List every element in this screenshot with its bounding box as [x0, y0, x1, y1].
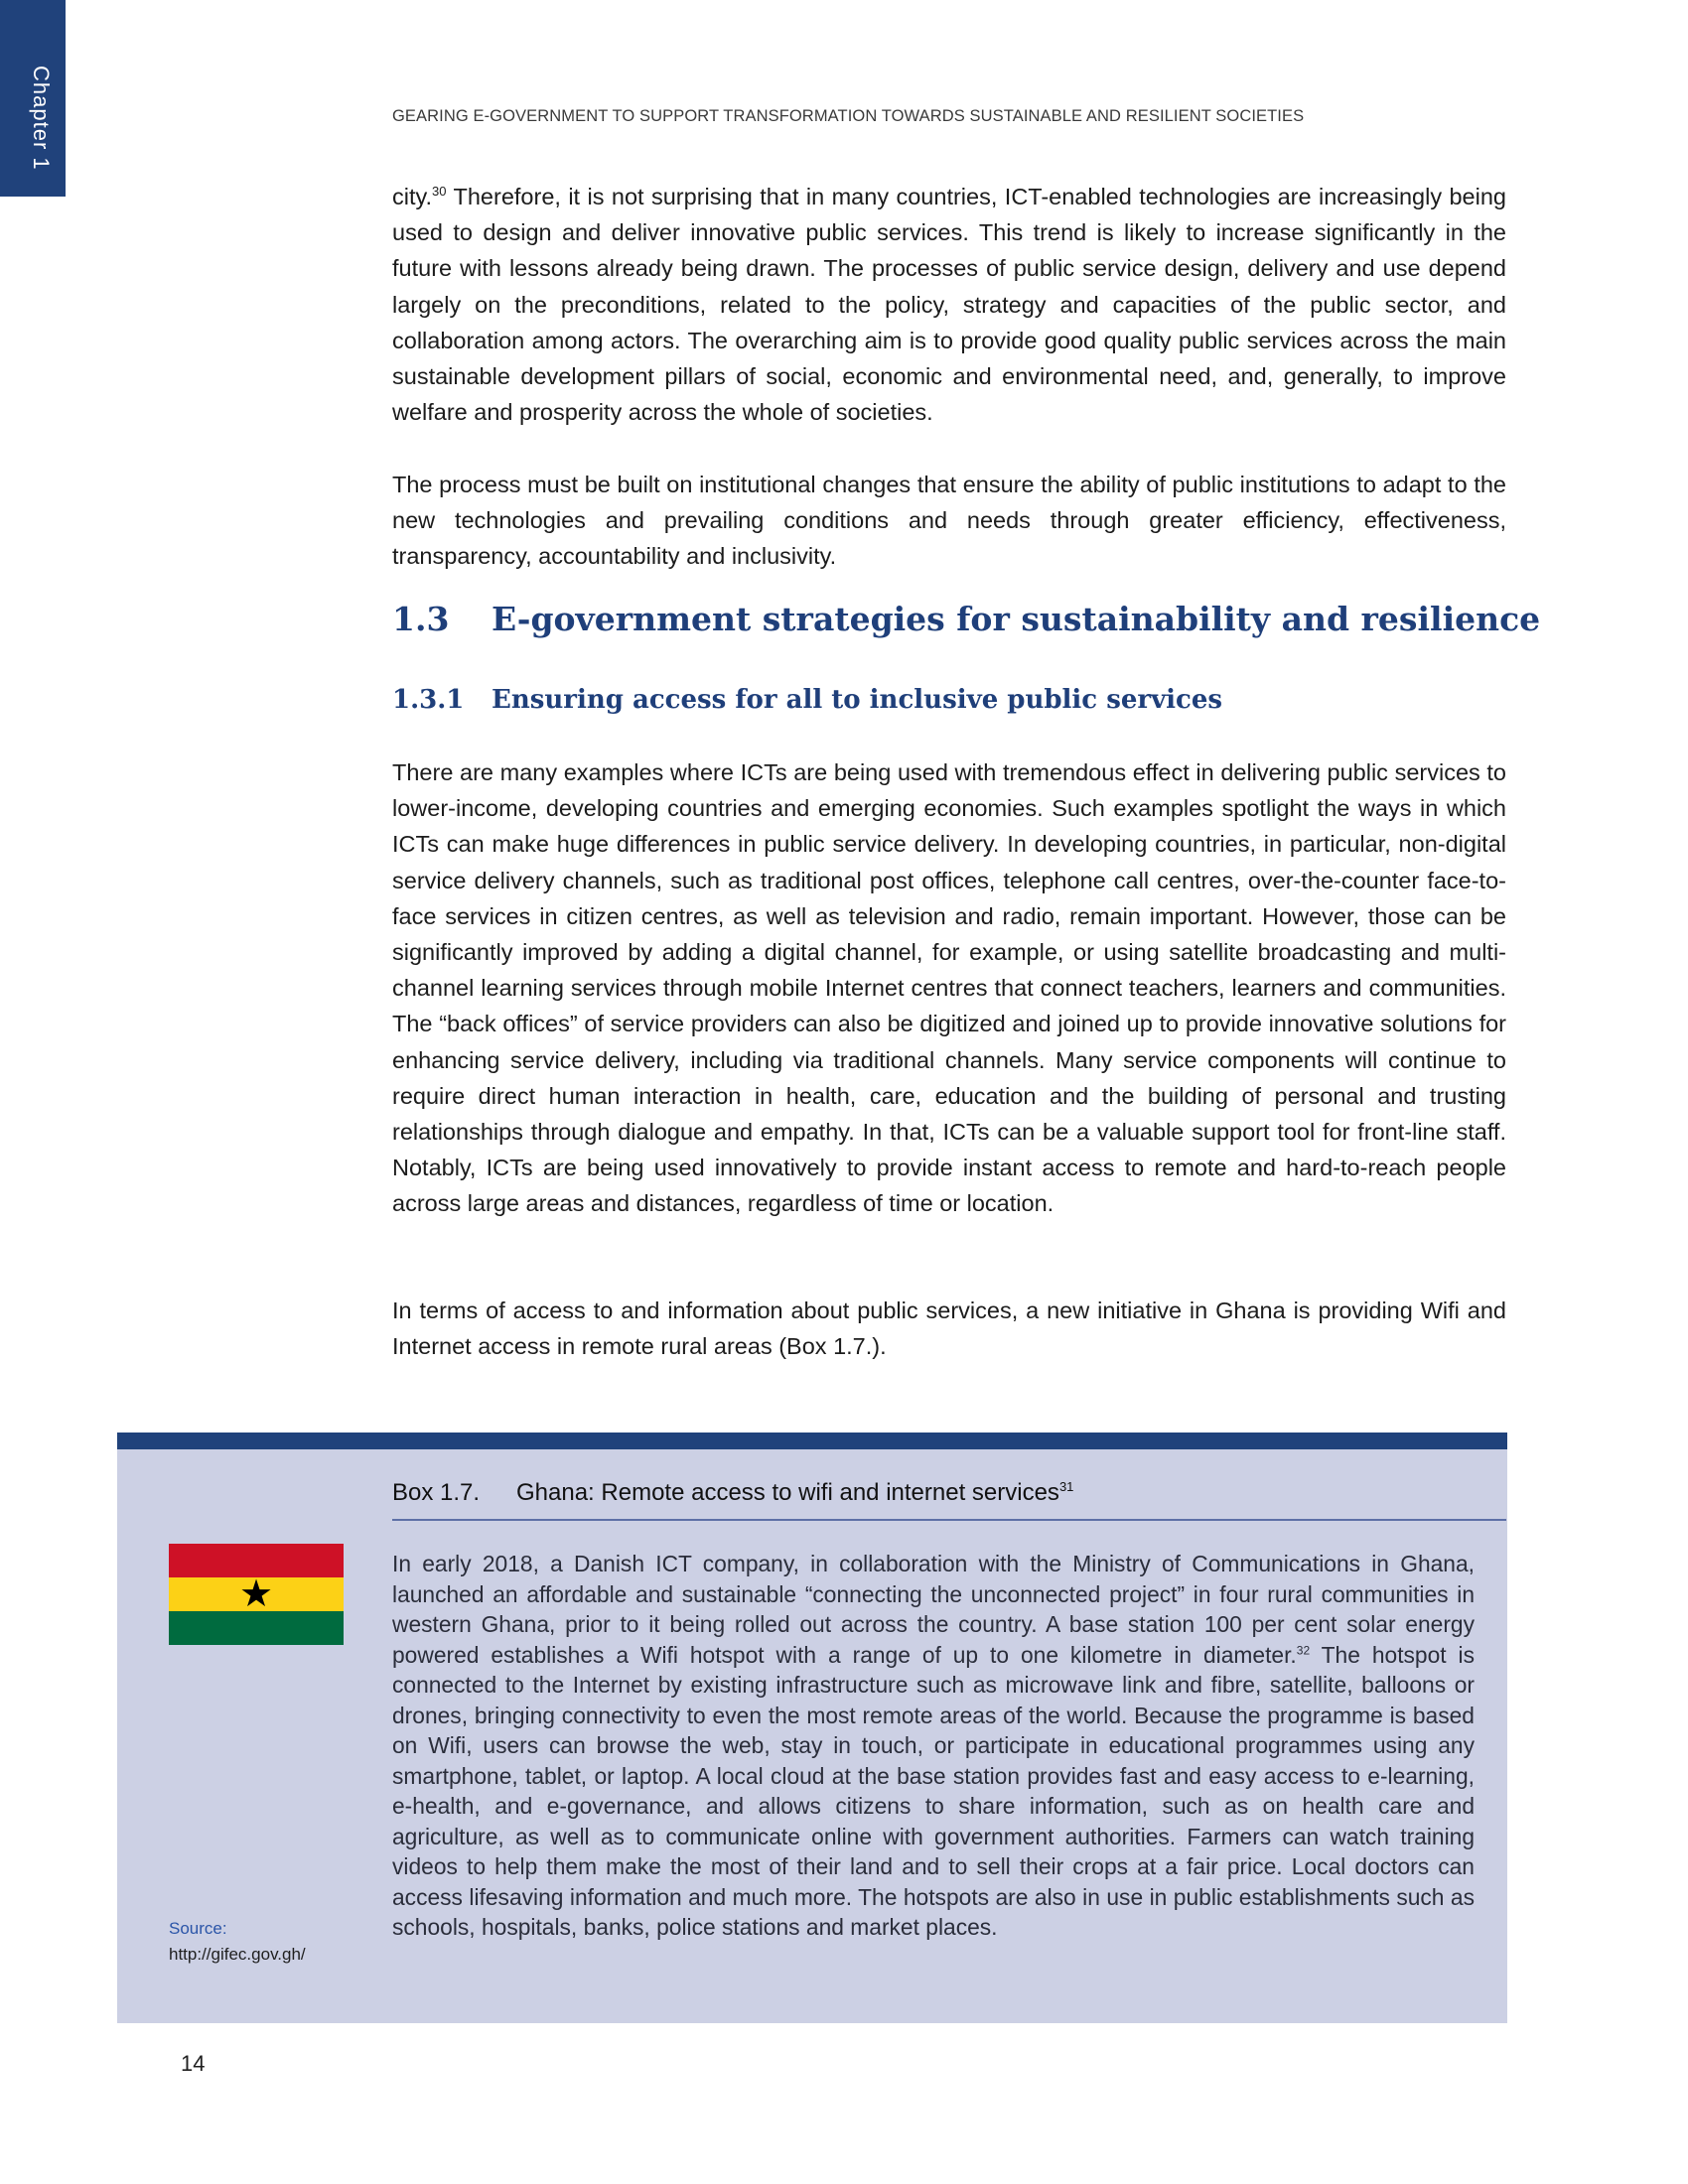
section-title: E-government strategies for sustainability and resilience	[492, 600, 1541, 638]
ghana-flag-icon	[169, 1544, 344, 1645]
source-link[interactable]: http://gifec.gov.gh/	[169, 1945, 306, 1964]
box-title-text: Ghana: Remote access to wifi and internet services	[516, 1479, 1059, 1506]
body-paragraph-1	[392, 179, 1506, 430]
page-number: 14	[181, 2051, 206, 2076]
box-number: Box 1.7.	[392, 1479, 481, 1506]
box-1-7	[117, 1433, 1507, 2023]
footnote-ref-31[interactable]: 31	[1058, 1479, 1074, 1494]
body-paragraph-4: In terms of access to and information about public services, a new initiative in Ghana is providing Wifi and Internet access in remote rural areas (Box 1.7.).	[392, 1297, 1506, 1360]
paragraph-1-text: Therefore, it is not surprising that in many countries, ICT-enabled technologies are increasingly being used to design and deliver innovative public services. This trend is likely to increase significantly in the future with lessons already being drawn. The processes of public service design, delivery and use depend largely on the preconditions, related to the policy, strategy and capacities of the public sector, and collaboration among actors. The overarching aim is to provide good quality public services across the main sustainable development pillars of social, economic and environmental need, and, generally, to improve welfare and prosperity across the whole of societies.	[392, 184, 1506, 426]
source-label: Source:	[169, 1919, 227, 1938]
body-paragraph-3: There are many examples where ICTs are being used with tremendous effect in delivering public services to lower-income, developing countries and emerging economies. Such examples spotlight the ways in which ICTs can make huge differences in public service delivery. In developing countries, in particular, non-digital service delivery channels, such as traditional post offices, telephone call centres, over-the-counter face-to-face services in citizen centres, as well as television and radio, remain important. However, those can be significantly improved by adding a digital channel, for example, or using satellite broadcasting and multi-channel learning services through mobile Internet centres that connect teachers, learners and communities. The “back offices” of service providers can also be digitized and joined up to provide innovative solutions for enhancing service delivery, including via traditional channels. Many service components will continue to require direct human interaction in health, care, education and the building of personal and trusting relationships through dialogue and empathy. In that, ICTs can be a valuable support tool for front-line staff. Notably, ICTs are being used innovatively to provide instant access to remote and hard-to-reach people across large areas and distances, regardless of time or location.	[392, 759, 1506, 1217]
black-star-icon: ★	[238, 1573, 274, 1615]
box-text-part-1: In early 2018, a Danish ICT company, in collaboration with the Ministry of Communications in Ghana, launched an affordable and sustainable “connecting the unconnected project” in four rural communities in western Ghana, prior to it being rolled out across the country. A base station 100 per cent solar energy powered establishes a Wifi hotspot with a range of up to one kilometre in diameter.	[392, 1551, 1475, 1668]
box-text-part-2: The hotspot is connected to the Internet by existing infrastructure such as microwave link and fibre, satellite, balloons or drones, bringing connectivity to even the most remote areas of the world. Because the programme is based on Wifi, users can browse the web, stay in touch, or participate in educational programmes using any smartphone, tablet, or laptop. A local cloud at the base station provides fast and easy access to e-learning, e-health, and e-governance, and allows citizens to share information, such as on health care and agriculture, as well as to communicate online with government authorities. Farmers can watch training videos to help them make the most of their land and to sell their crops at a fair price. Local doctors can access lifesaving information and much more. The hotspots are also in use in public establishments such as schools, hospitals, banks, police stations and market places.	[392, 1641, 1475, 1940]
subsection-title: Ensuring access for all to inclusive public services	[492, 685, 1223, 715]
box-title	[392, 1479, 1506, 1521]
subsection-number: 1.3.1	[392, 685, 465, 715]
section-heading	[392, 600, 1540, 638]
paragraph-1-lead: city.	[392, 184, 433, 209]
running-header: GEARING E-GOVERNMENT TO SUPPORT TRANSFORMATION TOWARDS SUSTAINABLE AND RESILIENT SOCIETIES	[392, 107, 1305, 125]
chapter-tab	[0, 0, 66, 197]
box-body-text	[392, 1549, 1475, 1943]
flag-gold-stripe	[169, 1573, 344, 1615]
body-paragraph-2: The process must be built on institutional changes that ensure the ability of public institutions to adapt to the new technologies and prevailing conditions and needs through greater efficiency, effectiveness, transparency, accountability and inclusivity.	[392, 472, 1506, 570]
section-number: 1.3	[392, 600, 450, 638]
box-source	[169, 1916, 338, 1968]
chapter-tab-label: Chapter 1	[29, 66, 54, 171]
footnote-ref-30[interactable]: 30	[432, 184, 447, 200]
subsection-heading	[392, 685, 1222, 715]
footnote-ref-32[interactable]: 32	[1296, 1642, 1311, 1657]
